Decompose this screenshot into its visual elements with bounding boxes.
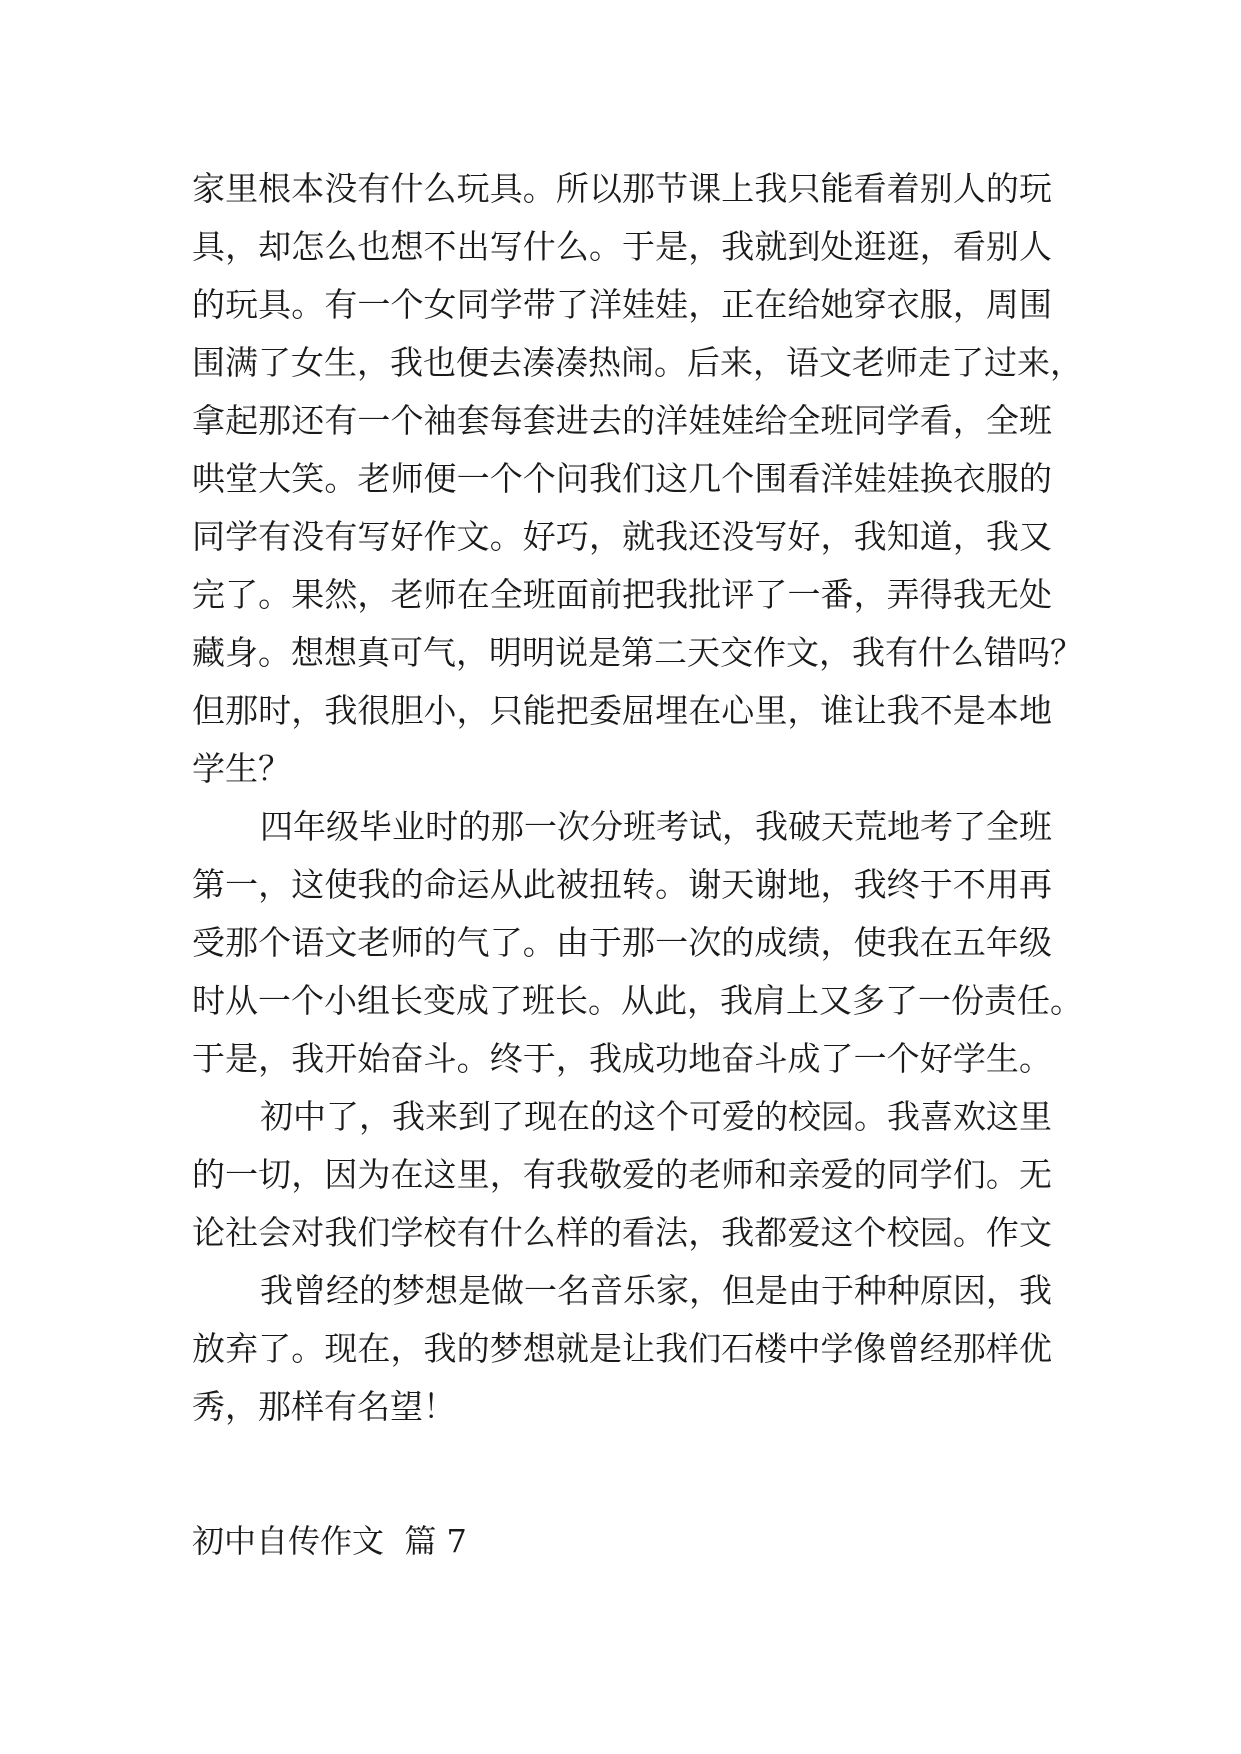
paragraph-1-line-4: 围满了女生，我也便去凑凑热闹。后来，语文老师走了过来， xyxy=(192,343,1083,382)
paragraph-1-line-8: 完了。果然，老师在全班面前把我批评了一番，弄得我无处 xyxy=(192,575,1052,614)
paragraph-4-line-3: 秀，那样有名望！ xyxy=(192,1387,456,1426)
paragraph-4-line-2: 放弃了。现在，我的梦想就是让我们石楼中学像曾经那样优 xyxy=(192,1329,1052,1368)
paragraph-2-line-1: 四年级毕业时的那一次分班考试，我破天荒地考了全班 xyxy=(260,807,1052,846)
paragraph-2-line-2: 第一，这使我的命运从此被扭转。谢天谢地，我终于不用再 xyxy=(192,865,1052,904)
paragraph-3-line-3: 论社会对我们学校有什么样的看法，我都爱这个校园。作文 xyxy=(192,1213,1052,1252)
paragraph-1-line-1: 家里根本没有什么玩具。所以那节课上我只能看着别人的玩 xyxy=(192,169,1052,208)
paragraph-1-line-10: 但那时，我很胆小，只能把委屈埋在心里，谁让我不是本地 xyxy=(192,691,1052,730)
paragraph-2-line-4: 时从一个小组长变成了班长。从此，我肩上又多了一份责任。 xyxy=(192,981,1083,1020)
paragraph-1-line-7: 同学有没有写好作文。好巧，就我还没写好，我知道，我又 xyxy=(192,517,1052,556)
paragraph-1-line-11: 学生？ xyxy=(192,749,291,788)
section-heading: 初中自传作文 篇 7 xyxy=(192,1522,467,1560)
paragraph-1-line-3: 的玩具。有一个女同学带了洋娃娃，正在给她穿衣服，周围 xyxy=(192,285,1052,324)
paragraph-1-line-2: 具，却怎么也想不出写什么。于是，我就到处逛逛，看别人 xyxy=(192,227,1052,266)
paragraph-4-line-1: 我曾经的梦想是做一名音乐家，但是由于种种原因，我 xyxy=(260,1271,1052,1310)
paragraph-1-line-6: 哄堂大笑。老师便一个个问我们这几个围看洋娃娃换衣服的 xyxy=(192,459,1052,498)
paragraph-2-line-5: 于是，我开始奋斗。终于，我成功地奋斗成了一个好学生。 xyxy=(192,1039,1052,1078)
paragraph-1-line-5: 拿起那还有一个袖套每套进去的洋娃娃给全班同学看，全班 xyxy=(192,401,1052,440)
paragraph-3-line-1: 初中了，我来到了现在的这个可爱的校园。我喜欢这里 xyxy=(260,1097,1052,1136)
paragraph-1-line-9: 藏身。想想真可气，明明说是第二天交作文，我有什么错吗？ xyxy=(192,633,1083,672)
paragraph-2-line-3: 受那个语文老师的气了。由于那一次的成绩，使我在五年级 xyxy=(192,923,1052,962)
paragraph-3-line-2: 的一切，因为在这里，有我敬爱的老师和亲爱的同学们。无 xyxy=(192,1155,1052,1194)
